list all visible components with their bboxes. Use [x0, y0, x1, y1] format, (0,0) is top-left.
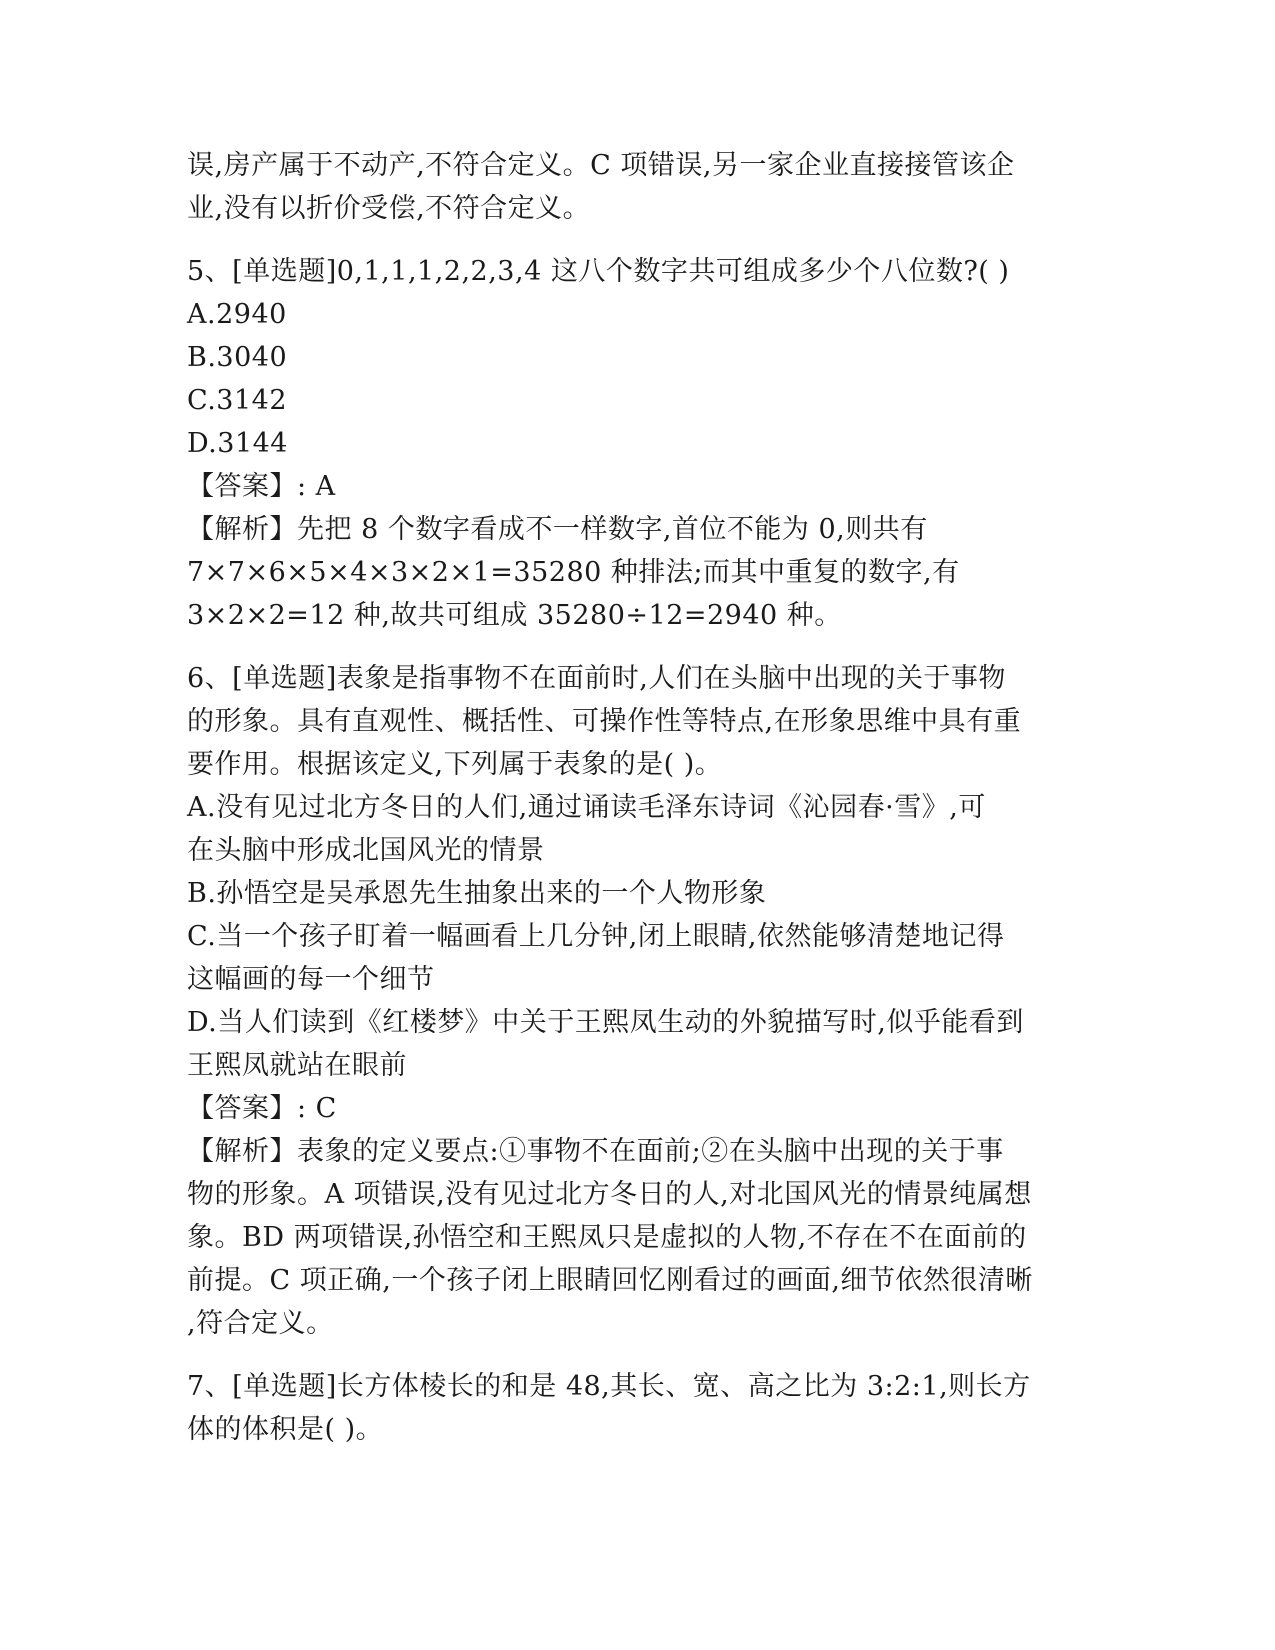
option-b: B.3040 [187, 342, 288, 373]
question-stem: 5、[单选题]0,1,1,1,2,2,3,4 这八个数字共可组成多少个八位数?( ) [187, 256, 1010, 287]
spacer [187, 637, 1087, 657]
analysis-line: 【解析】先把 8 个数字看成不一样数字,首位不能为 0,则共有 [187, 514, 928, 545]
option-b: B.孙悟空是吴承恩先生抽象出来的一个人物形象 [187, 878, 767, 909]
analysis-line: 前提。C 项正确,一个孩子闭上眼睛回忆刚看过的画面,细节依然很清晰 [187, 1265, 1033, 1296]
option-c: C.3142 [187, 385, 287, 416]
option-a: A.2940 [187, 299, 287, 330]
spacer [187, 1345, 1087, 1365]
analysis-line: 7×7×6×5×4×3×2×1=35280 种排法;而其中重复的数字,有 [187, 557, 960, 588]
answer: 【答案】: C [187, 1093, 337, 1124]
option-c: 这幅画的每一个细节 [187, 964, 435, 995]
previous-analysis-tail [187, 144, 1087, 230]
option-c: C.当一个孩子盯着一幅画看上几分钟,闭上眼睛,依然能够清楚地记得 [187, 921, 1005, 952]
question-6 [187, 657, 1087, 1345]
analysis-line: ,符合定义。 [187, 1308, 334, 1339]
analysis-line: 【解析】表象的定义要点:①事物不在面前;②在头脑中出现的关于事 [187, 1136, 1004, 1167]
analysis-line: 象。BD 两项错误,孙悟空和王熙凤只是虚拟的人物,不存在不在面前的 [187, 1222, 1027, 1253]
option-d: 王熙凤就站在眼前 [187, 1050, 407, 1081]
question-stem: 6、[单选题]表象是指事物不在面前时,人们在头脑中出现的关于事物 [187, 663, 1006, 694]
question-stem: 体的体积是( )。 [187, 1414, 384, 1445]
option-d: D.当人们读到《红楼梦》中关于王熙凤生动的外貌描写时,似乎能看到 [187, 1007, 1024, 1038]
question-7 [187, 1365, 1087, 1451]
option-a: 在头脑中形成北国风光的情景 [187, 835, 545, 866]
option-d: D.3144 [187, 428, 288, 459]
text-line: 业,没有以折价受偿,不符合定义。 [187, 193, 591, 224]
question-stem: 的形象。具有直观性、概括性、可操作性等特点,在形象思维中具有重 [187, 706, 1022, 737]
spacer [187, 230, 1087, 250]
answer: 【答案】: A [187, 471, 336, 502]
analysis-line: 3×2×2=12 种,故共可组成 35280÷12=2940 种。 [187, 600, 842, 631]
question-5 [187, 250, 1087, 637]
document-page [187, 144, 1087, 1451]
text-line: 误,房产属于不动产,不符合定义。C 项错误,另一家企业直接接管该企 [187, 150, 1015, 181]
option-a: A.没有见过北方冬日的人们,通过诵读毛泽东诗词《沁园春·雪》,可 [187, 792, 986, 823]
question-stem: 7、[单选题]长方体棱长的和是 48,其长、宽、高之比为 3:2:1,则长方 [187, 1371, 1031, 1402]
analysis-line: 物的形象。A 项错误,没有见过北方冬日的人,对北国风光的情景纯属想 [187, 1179, 1032, 1210]
question-stem: 要作用。根据该定义,下列属于表象的是( )。 [187, 749, 723, 780]
